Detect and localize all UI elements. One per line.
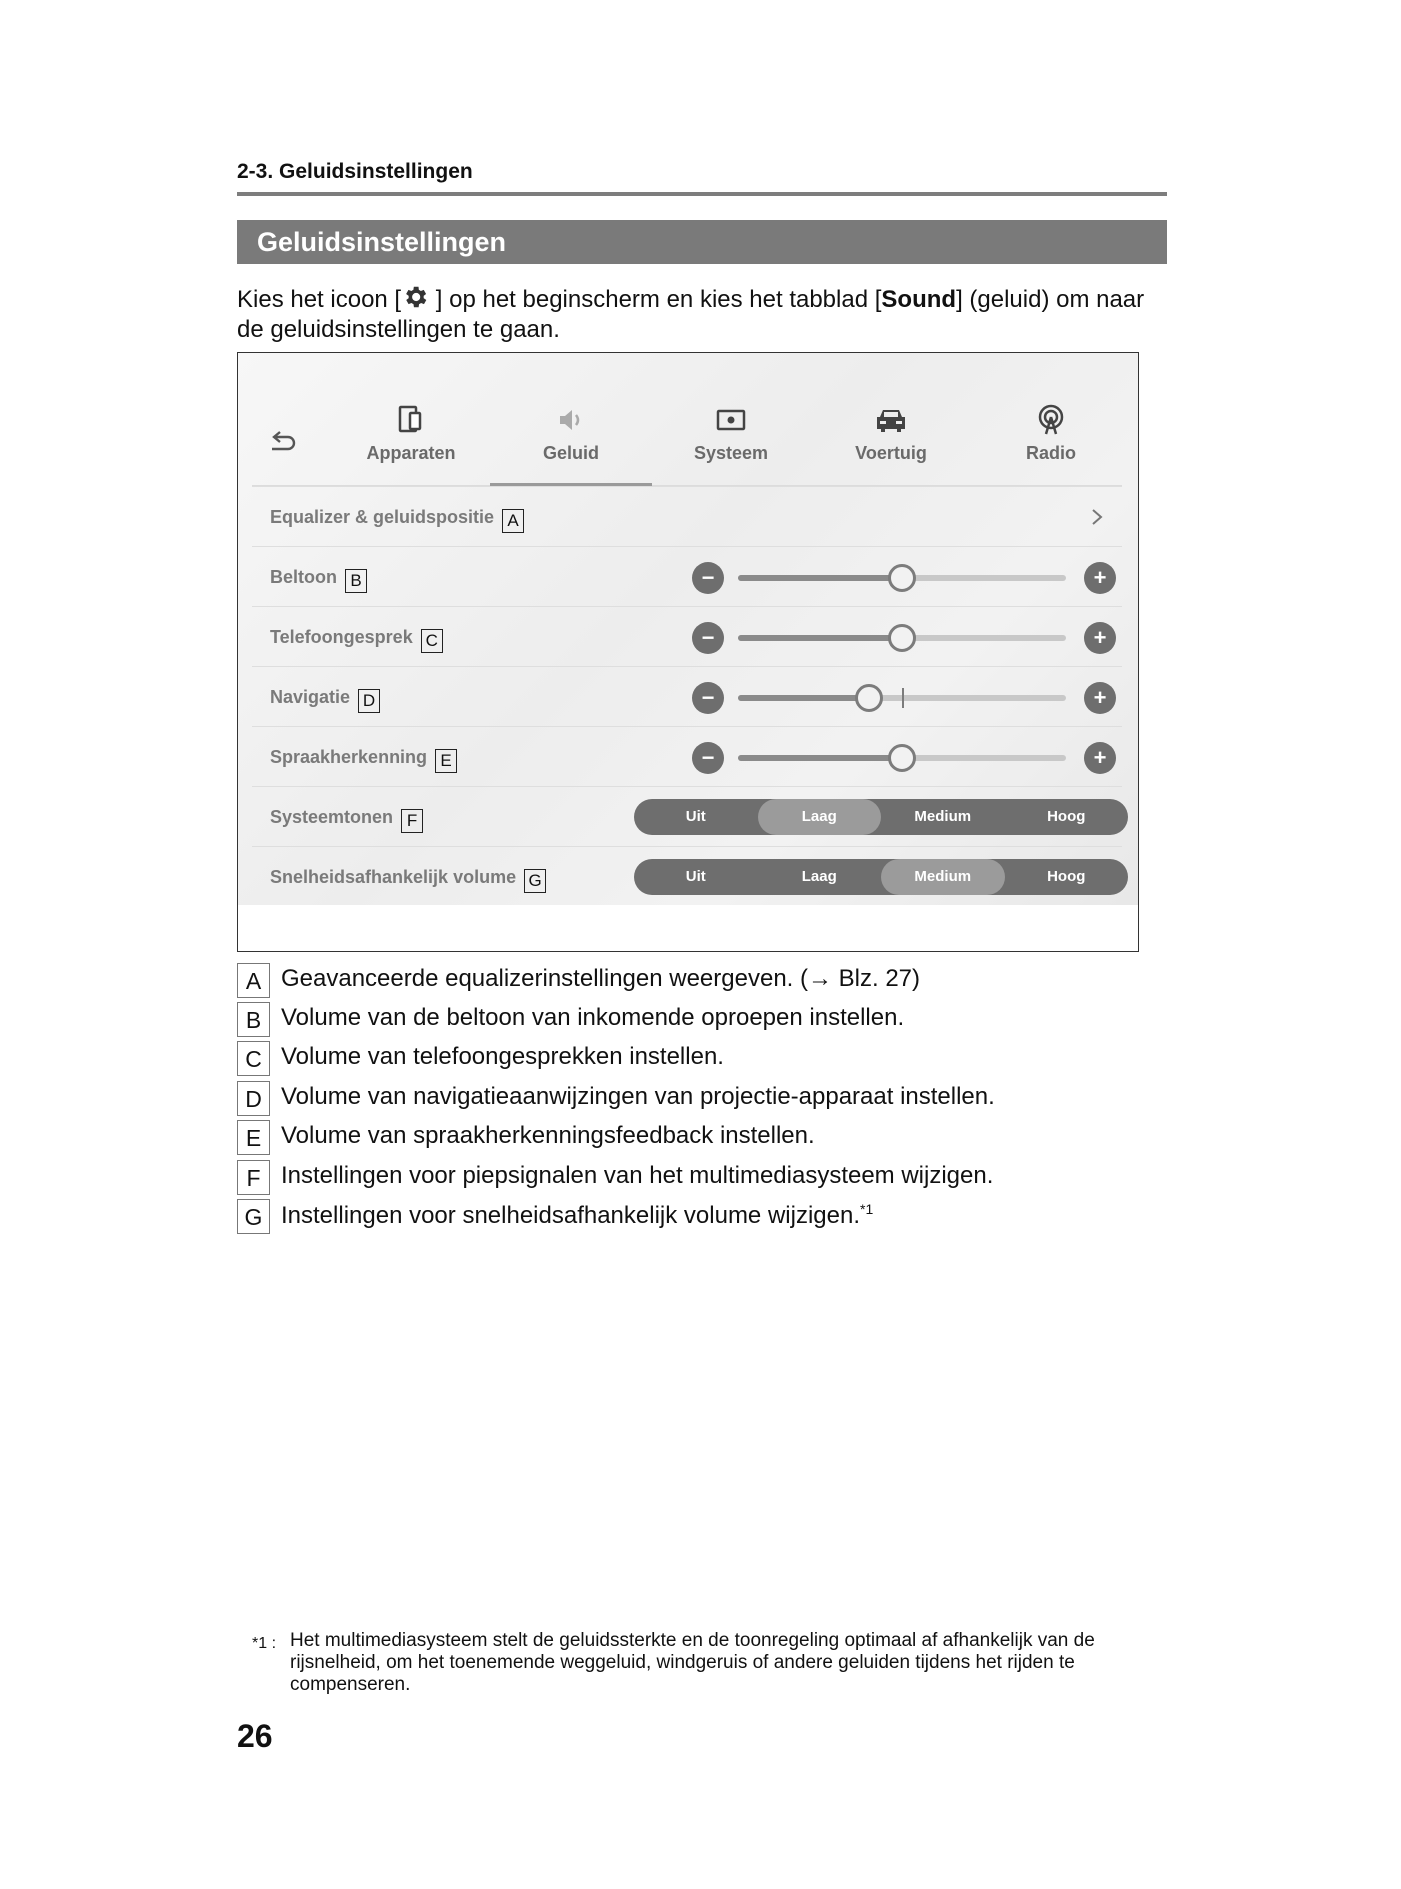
callout-b: B bbox=[345, 569, 367, 593]
legend-letter-e: E bbox=[237, 1120, 270, 1155]
footnote-text: Het multimediasysteem stelt de geluidssterkte en de toonregeling optimaal af afhankelijk van de rijsnelheid, om het toenemende weggeluid, windgeruis of andere geluiden tijdens het rijden te compenseren. bbox=[290, 1630, 1095, 1695]
gear-icon bbox=[401, 283, 429, 311]
footnote-mark: *1 : bbox=[252, 1635, 277, 1652]
snelheid-option-uit[interactable]: Uit bbox=[685, 868, 706, 885]
snelheid-option-hoog[interactable]: Hoog bbox=[1047, 868, 1086, 885]
legend-letter-b: B bbox=[237, 1002, 270, 1037]
row-label-beltoon bbox=[270, 567, 367, 593]
tab-label-voertuig: Voertuig bbox=[855, 443, 927, 463]
row-systeemtonen bbox=[252, 786, 1122, 847]
legend-text-d: Volume van navigatieaanwijzingen van projectie-apparaat instellen. bbox=[281, 1083, 995, 1110]
legend-text-f: Instellingen voor piepsignalen van het multimediasysteem wijzigen. bbox=[281, 1162, 994, 1189]
row-label-snelheidsafhankelijk-text: Snelheidsafhankelijk volume bbox=[270, 867, 517, 887]
systeemtonen-option-medium[interactable]: Medium bbox=[914, 808, 972, 825]
intro-text-1: Kies het icoon [ bbox=[237, 286, 402, 313]
spraakherkenning-plus-button[interactable]: + bbox=[1084, 742, 1116, 774]
settings-screen bbox=[238, 353, 1138, 905]
navigatie-slider[interactable] bbox=[738, 695, 1066, 701]
spraakherkenning-slider[interactable] bbox=[738, 755, 1066, 761]
spraakherkenning-minus-button[interactable]: − bbox=[692, 742, 724, 774]
beltoon-slider-knob[interactable] bbox=[888, 564, 916, 592]
row-navigatie bbox=[252, 666, 1122, 727]
telefoongesprek-minus-button[interactable]: − bbox=[692, 622, 724, 654]
legend-item-f bbox=[237, 1160, 1137, 1198]
row-label-telefoongesprek bbox=[270, 627, 443, 653]
callout-c: C bbox=[421, 629, 443, 653]
row-label-systeemtonen-text: Systeemtonen bbox=[270, 807, 394, 827]
intro-text-2: ] op het beginscherm en kies het tabblad [ bbox=[429, 286, 882, 313]
system-screen-icon bbox=[714, 403, 748, 437]
radio-antenna-icon bbox=[1034, 403, 1068, 437]
row-beltoon bbox=[252, 546, 1122, 607]
navigatie-slider-knob[interactable] bbox=[855, 684, 883, 712]
row-label-spraakherkenning-text: Spraakherkenning bbox=[270, 747, 428, 767]
beltoon-slider[interactable] bbox=[738, 575, 1066, 581]
legend-letter-a: A bbox=[237, 963, 270, 998]
navigatie-plus-button[interactable]: + bbox=[1084, 682, 1116, 714]
tab-label-systeem: Systeem bbox=[693, 443, 769, 463]
section-divider bbox=[237, 192, 1167, 196]
intro-sound-bold: Sound bbox=[881, 286, 957, 313]
legend-item-b bbox=[237, 1002, 1137, 1040]
tab-label-geluid: Geluid bbox=[542, 443, 599, 463]
legend-item-a bbox=[237, 963, 1137, 1001]
spraakherkenning-slider-knob[interactable] bbox=[888, 744, 916, 772]
row-label-spraakherkenning bbox=[270, 747, 457, 773]
row-telefoongesprek bbox=[252, 606, 1122, 667]
legend-item-c bbox=[237, 1041, 1137, 1079]
beltoon-slider-fill bbox=[738, 575, 902, 581]
systeemtonen-option-hoog[interactable]: Hoog bbox=[1047, 808, 1086, 825]
footnote-ref: *1 bbox=[860, 1201, 874, 1217]
legend-text-g: Instellingen voor snelheidsafhankelijk volume wijzigen. bbox=[281, 1202, 860, 1229]
callout-f: F bbox=[401, 809, 423, 833]
row-equalizer[interactable] bbox=[252, 486, 1122, 547]
telefoongesprek-plus-button[interactable]: + bbox=[1084, 622, 1116, 654]
page-number: 26 bbox=[237, 1718, 273, 1754]
legend-text-b: Volume van de beltoon van inkomende oproepen instellen. bbox=[281, 1004, 905, 1031]
row-snelheidsafhankelijk-volume bbox=[252, 846, 1122, 907]
beltoon-plus-button[interactable]: + bbox=[1084, 562, 1116, 594]
systeemtonen-segmented-control bbox=[634, 799, 1128, 835]
callout-d: D bbox=[358, 689, 380, 713]
row-label-equalizer bbox=[270, 507, 524, 533]
callout-a: A bbox=[502, 509, 524, 533]
telefoongesprek-slider-fill bbox=[738, 635, 902, 641]
page-title: Geluidsinstellingen bbox=[257, 227, 507, 257]
callout-g: G bbox=[524, 869, 546, 893]
navigatie-default-mark bbox=[902, 688, 904, 708]
legend-text-a: Geavanceerde equalizerinstellingen weergeven. (→ Blz. 27) bbox=[281, 965, 921, 992]
row-label-telefoongesprek-text: Telefoongesprek bbox=[270, 627, 413, 647]
legend-letter-d: D bbox=[237, 1081, 270, 1116]
telefoongesprek-slider[interactable] bbox=[738, 635, 1066, 641]
snelheid-option-laag[interactable]: Laag bbox=[801, 868, 837, 885]
row-label-navigatie-text: Navigatie bbox=[270, 687, 351, 707]
screenshot-frame bbox=[237, 352, 1139, 952]
legend-text-g-wrap bbox=[281, 1201, 873, 1230]
car-icon bbox=[873, 403, 909, 437]
row-label-navigatie bbox=[270, 687, 380, 713]
back-arrow-icon[interactable] bbox=[266, 427, 298, 459]
systeemtonen-option-uit[interactable]: Uit bbox=[685, 808, 706, 825]
legend-text-c: Volume van telefoongesprekken instellen. bbox=[281, 1043, 724, 1070]
tab-label-radio: Radio bbox=[1025, 443, 1076, 463]
beltoon-minus-button[interactable]: − bbox=[692, 562, 724, 594]
row-label-systeemtonen bbox=[270, 807, 423, 833]
intro-paragraph bbox=[237, 283, 1177, 345]
legend-letter-g: G bbox=[237, 1199, 270, 1234]
row-spraakherkenning bbox=[252, 726, 1122, 787]
spraakherkenning-slider-fill bbox=[738, 755, 902, 761]
legend-item-e bbox=[237, 1120, 1137, 1158]
section-label: 2-3. Geluidsinstellingen bbox=[237, 160, 473, 183]
telefoongesprek-slider-knob[interactable] bbox=[888, 624, 916, 652]
tab-label-apparaten: Apparaten bbox=[366, 443, 456, 463]
snelheid-segmented-control bbox=[634, 859, 1128, 895]
navigatie-slider-fill bbox=[738, 695, 869, 701]
callout-e: E bbox=[435, 749, 457, 773]
snelheid-option-medium[interactable]: Medium bbox=[881, 859, 1005, 895]
row-label-equalizer-text: Equalizer & geluidspositie bbox=[270, 507, 495, 527]
row-label-snelheidsafhankelijk bbox=[270, 867, 546, 893]
legend-text-e: Volume van spraakherkenningsfeedback instellen. bbox=[281, 1122, 815, 1149]
row-label-beltoon-text: Beltoon bbox=[270, 567, 337, 587]
legend-item-d bbox=[237, 1081, 1137, 1119]
legend-item-g bbox=[237, 1199, 1137, 1237]
intro-text-3: ] (geluid) om naar de geluidsinstellingen te gaan. bbox=[237, 286, 1145, 343]
legend-letter-c: C bbox=[237, 1041, 270, 1076]
navigatie-minus-button[interactable]: − bbox=[692, 682, 724, 714]
chevron-right-icon bbox=[1090, 507, 1104, 527]
phone-tablet-icon bbox=[396, 403, 426, 437]
legend-letter-f: F bbox=[237, 1160, 270, 1195]
systeemtonen-option-laag[interactable]: Laag bbox=[758, 799, 882, 835]
title-band bbox=[237, 220, 1167, 264]
speaker-icon bbox=[554, 403, 588, 437]
